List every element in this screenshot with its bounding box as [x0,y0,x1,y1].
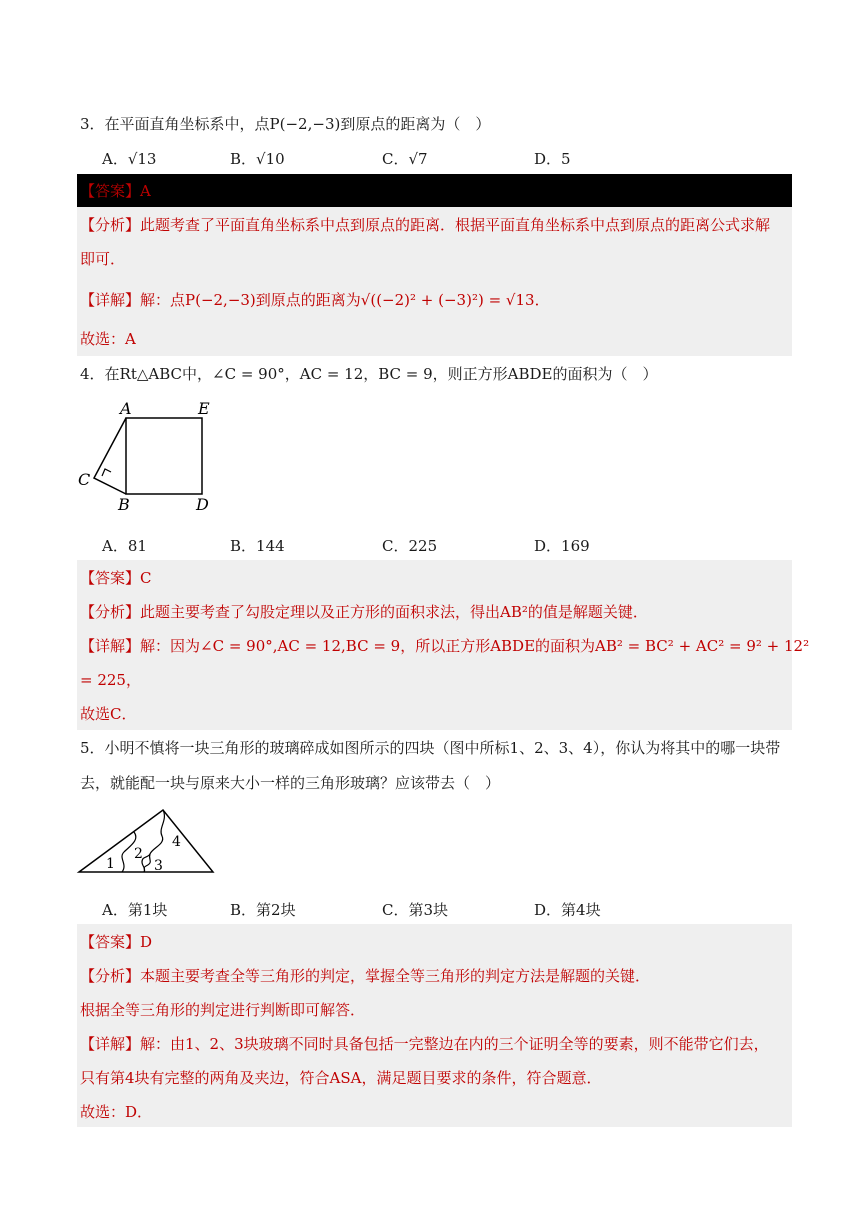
q3-option-a[interactable]: A．√13 [102,150,157,168]
glass-triangle [79,810,213,872]
q5-answer: 【答案】D [80,933,153,951]
q4-answer: 【答案】C [80,569,152,587]
q4-analysis: 【分析】此题主要考查了勾股定理以及正方形的面积求法，得出AB²的值是解题关键． [80,603,648,621]
label-c: C [78,470,91,489]
q4-option-d[interactable]: D．169 [534,537,590,555]
square-triangle-figure [74,396,224,516]
q5-option-b[interactable]: B．第2块 [230,901,296,919]
q5-detail-line-1: 【详解】解：由1、2、3块玻璃不同时具备包括一完整边在内的三个证明全等的要素，则不能带它们去， [80,1035,769,1053]
question-3-text: 3．在平面直角坐标系中，点P(−2,−3)到原点的距离为（ ） [80,115,491,133]
q3-option-b[interactable]: B．√10 [230,150,285,168]
q5-option-a[interactable]: A．第1块 [102,901,168,919]
crack-3 [142,854,150,872]
q5-choice: 故选：D． [80,1103,153,1121]
label-b: B [118,495,130,514]
q5-analysis-line-1: 【分析】本题主要考查全等三角形的判定，掌握全等三角形的判定方法是解题的关键． [80,967,651,985]
label-d: D [196,495,209,514]
square-abde [126,418,202,494]
q5-option-c[interactable]: C．第3块 [382,901,449,919]
q5-analysis-line-2: 根据全等三角形的判定进行判断即可解答． [80,1001,366,1019]
piece-label-1: 1 [106,856,115,872]
q3-answer-bar [77,174,792,207]
q3-analysis-line-1: 【分析】此题考查了平面直角坐标系中点到原点的距离．根据平面直角坐标系中点到原点的距离公式求解 [80,216,771,234]
question-5-options [102,899,702,921]
q3-detail: 【详解】解：点P(−2,−3)到原点的距离为√((−2)² + (−3)²) = √13． [80,291,550,309]
q4-option-c[interactable]: C．225 [382,537,438,555]
q4-detail-line-1: 【详解】解：因为∠C = 90°,AC = 12,BC = 9，所以正方形ABDE的面积为AB² = BC² + AC² = 9² + 12² [80,637,810,655]
label-e: E [198,399,210,418]
q3-answer: 【答案】A [80,182,151,200]
q3-choice: 故选：A [80,330,136,348]
q5-solution-box [77,924,792,1127]
q3-analysis-line-2: 即可． [80,250,126,268]
q4-solution-box [77,560,810,730]
q4-option-a[interactable]: A．81 [102,537,147,555]
question-4-options [102,535,702,557]
q3-solution-box [77,207,792,356]
q3-option-d[interactable]: D．5 [534,150,571,168]
label-a: A [120,399,132,418]
q4-choice: 故选C． [80,705,137,723]
q5-option-d[interactable]: D．第4块 [534,901,601,919]
triangle-abc [94,418,126,494]
right-angle-mark [102,469,111,476]
piece-label-4: 4 [172,834,181,850]
q4-option-b[interactable]: B．144 [230,537,285,555]
q4-detail-line-2: = 225， [80,671,141,689]
piece-label-3: 3 [154,858,163,874]
piece-label-2: 2 [134,846,143,862]
q5-detail-line-2: 只有第4块有完整的两角及夹边，符合ASA，满足题目要求的条件，符合题意． [80,1069,602,1087]
question-5-text-line-1: 5．小明不慎将一块三角形的玻璃碎成如图所示的四块（图中所标1、2、3、4），你认为将其中的哪一块带 [80,739,781,757]
question-4-text: 4．在Rt△ABC中，∠C = 90°，AC = 12，BC = 9，则正方形ABDE的面积为（ ） [80,365,658,383]
broken-glass-figure [76,802,216,878]
q3-option-c[interactable]: C．√7 [382,150,428,168]
question-5-text-line-2: 去，就能配一块与原来大小一样的三角形玻璃？应该带去（ ） [80,774,501,792]
question-3-options [102,148,702,170]
